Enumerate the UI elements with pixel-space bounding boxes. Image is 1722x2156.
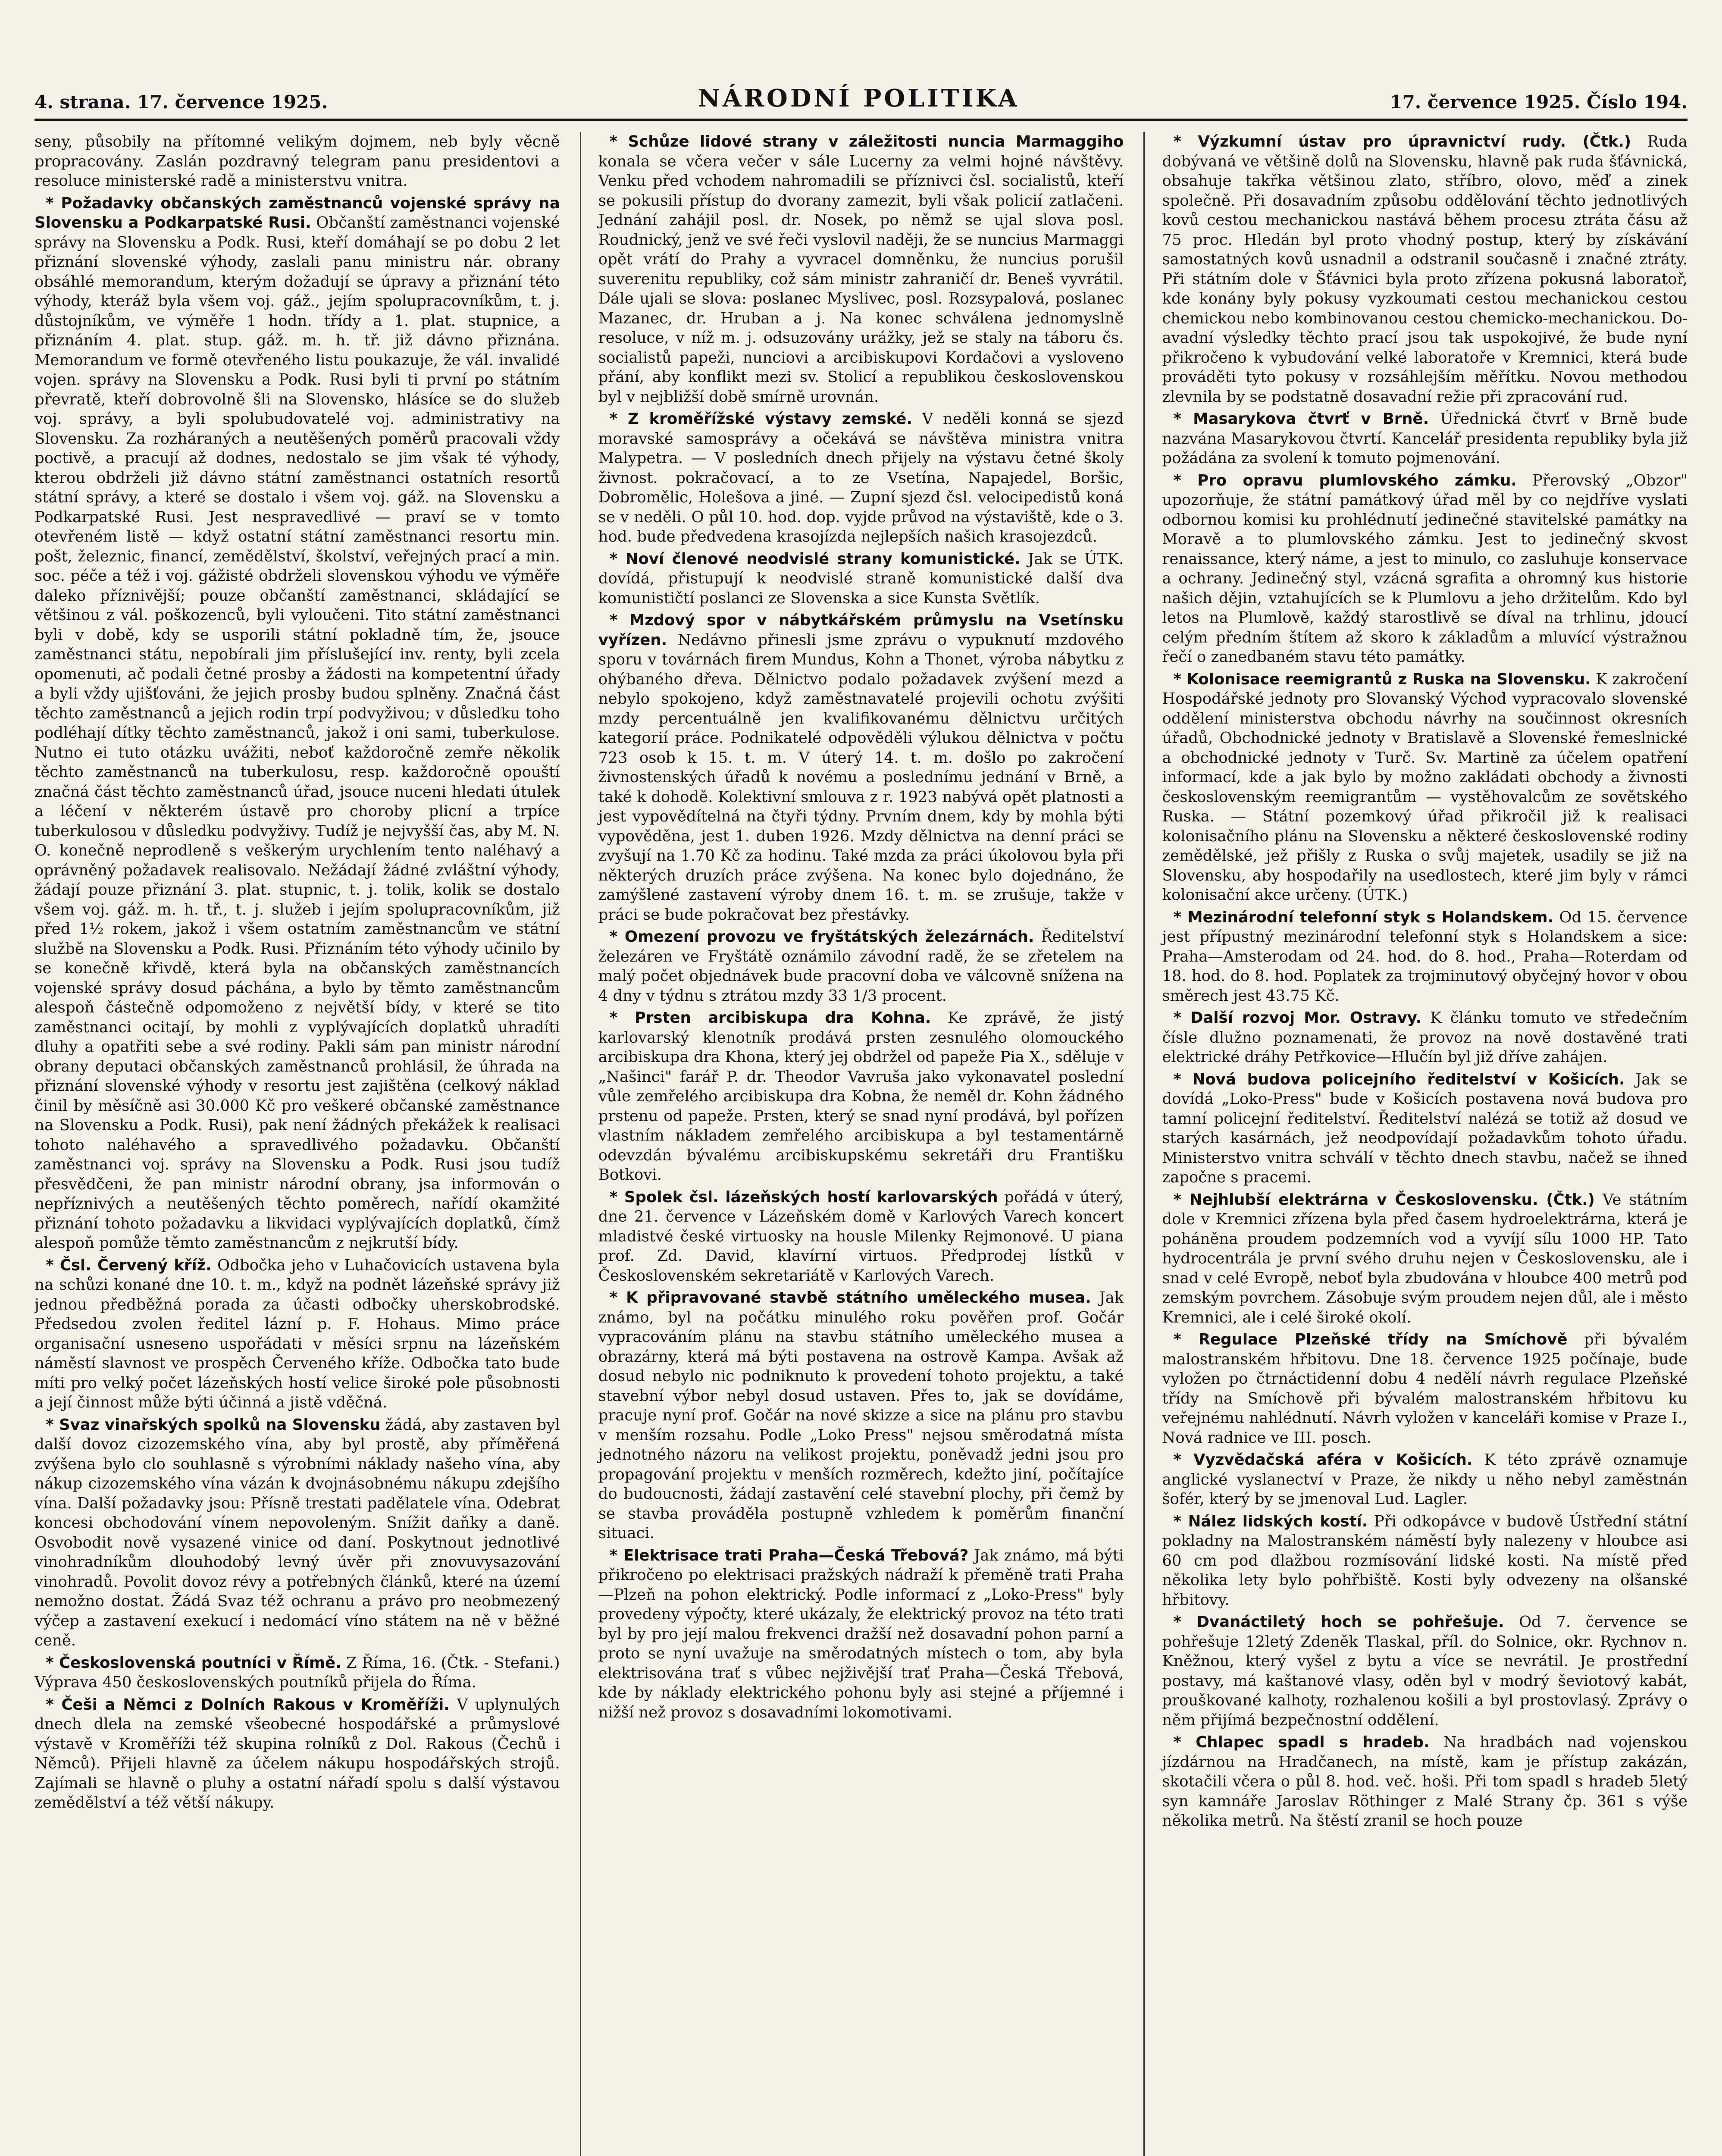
article-body: Ve státním dole v Kremnici zřízena byla před časem hydroelektrárna, která je poháněna proudem podzemních vod a vyvíjí sílu 1000 HP. Tato hydrocentrála je první svého druhu nejen v Československu, ale i snad v celé Evropě, neboť byla zbudována v hloubce 400 metrů pod zemským povrchem. Zásobuje svým proudem nejen důl, ale i město Kremnici, ale i celé široké okolí.: [1162, 1191, 1688, 1326]
article: [1162, 132, 1688, 407]
issue-date-number: 17. července 1925. Číslo 194.: [1390, 91, 1688, 113]
article-paragraph: [1162, 908, 1688, 1006]
article-paragraph: [1162, 132, 1688, 407]
article-body: seny, působily na přítomné velikým dojmem, neb byly věcně propracovány. Zaslán pozdravný telegram panu presidentovi a resoluce ministerské radě a ministerstvu vnitra.: [34, 133, 560, 190]
article-paragraph: [1162, 1512, 1688, 1610]
article: [598, 611, 1124, 924]
article-headline: * Výzkumní ústav pro úpravnictví rudy. (Čtk.): [1173, 133, 1631, 150]
article-body: Při odkopávce v budově Ústřední státní pokladny na Malostranském náměstí byly nalezeny v hloubce asi 60 cm pod dlažbou rozmísování lidské kosti. Na místě před několika lety bylo pohřbiště. Kosti byly odvezeny na olšanské hřbitovy.: [1162, 1512, 1688, 1609]
article: [1162, 1450, 1688, 1509]
article: [598, 409, 1124, 547]
article: [1162, 1512, 1688, 1610]
article-body: Jak známo, má býti přikročeno po elektrisaci pražských nádraží k přeměně trati Praha—Plzeň na pohon elektrický. Podle informací z „Loko-Press" byly provedeny výpočty, které ukázaly, že elektrický provoz na této trati byl by pro její malou frekvenci dražší než dosavadní pohon parní a proto se nyní uvažuje na směrodatných místech o tom, aby byla elektrisována trať s vůbec nejživější trať Praha—Česká Třebová, kde by náklady elektrického pohonu byly asi stejné a příjemné i nižší než provoz s dosavadními lokomotivami.: [598, 1546, 1124, 1721]
column-3: [1143, 132, 1688, 2156]
article-headline: * Československá poutníci v Římě.: [46, 1654, 341, 1672]
article-body: Jak známo, byl na počátku minulého roku pověřen prof. Gočár vypracováním plánu na stavbu státního uměleckého musea a obrazárny, která má býti postavena na ostrově Kampa. Avšak až dosud nebylo nic podniknuto k provedení tohoto projektu, a také stavební výbor nebyl dosud ustaven. Přes to, jak se dovídáme, pracuje nyní prof. Gočár na nové skizze a sice na plánu pro stavbu v menším rozsahu. Podle „Loko Press" nejsou směrodatná místa jednotného názoru na velikost projektu, poněvadž jedni jsou pro propagování projektu v menších rozměrech, kdežto jiní, počítajíce do budoucnosti, žádají zastavění celé stavební plochy, při čemž by se stavba prováděla postupně vzhledem k poměrům finanční situaci.: [598, 1289, 1124, 1542]
article: [34, 1695, 560, 1813]
article: [598, 1546, 1124, 1723]
article-body: Z Říma, 16. (Čtk. - Stefani.) Výprava 450 československých poutníků přijela do Říma.: [34, 1654, 560, 1691]
columns: [34, 132, 1688, 2156]
article: [1162, 1190, 1688, 1328]
article-body: žádá, aby zastaven byl další dovoz cizozemského vína, aby byl prostě, aby příměřená zvýšena bylo clo souhlasně s výrobními náklady našeho vína, aby nákup cizozemského vína vázán k dvojnásobnému nákupu zdejšího vína. Další požadavky jsou: Přísně trestati padělatele vína. Odebrat koncesi obchodování vínem nepovoleným. Snížit daňky a daně. Osvobodit nově vysazené vinice od daní. Poskytnout jednotlivé vinohradníkům dlouhodobý levný úvěr při znovuvysazování vinohradů. Povolit dovoz révy a potřebných článků, které na území nemožno dostat. Žádá Svaz též ochranu a právo pro neobmezený výčep a zastavení exekucí i nedomácí víno státem na ně v běžné ceně.: [34, 1416, 560, 1649]
article-headline: * Nejhlubší elektrárna v Československu. (Čtk.): [1173, 1191, 1595, 1209]
article-headline: * Požadavky občanských zaměstnanců vojenské správy na Slovensku a Podkarpatské Rusi.: [34, 194, 560, 232]
article: [1162, 471, 1688, 667]
article-headline: * Vyzvědačská aféra v Košicích.: [1173, 1451, 1472, 1469]
article-paragraph: [598, 409, 1124, 547]
article-paragraph: [598, 1546, 1124, 1723]
article-headline: * Chlapec spadl s hradeb.: [1173, 1733, 1429, 1751]
article-paragraph: [598, 927, 1124, 1006]
article: [598, 1008, 1124, 1185]
article-headline: * Kolonisace reemigrantů z Ruska na Slovensku.: [1173, 671, 1591, 688]
article-body: Odbočka jeho v Luhačovicích ustavena byla na schůzi konané dne 10. t. m., když na podnět lázeňské správy již jednou předběžná porada za účasti odbočky uherskobrodské. Předsedou zvolen ředitel lázní p. F. Hohaus. Mimo práce organisační usneseno uspořádati v měsíci srpnu na lázeňském náměstí slavnost ve prospěch Červeného kříže. Odbočka tato bude míti pro velký počet lázeňských hostí velice široké pole působnosti a její činnost může býti účinná a jistě vděčná.: [34, 1256, 560, 1411]
article-headline: * Čsl. Červený kříž.: [46, 1257, 212, 1274]
article-body: při bývalém malostranském hřbitovu. Dne 18. července 1925 počínaje, bude vyložen po čtrnáctidenní dobu 4 nedělí návrh regulace Plzeňské třídy na Smíchově při bývalém malostranském hřbitovu ku veřejnému nahlédnutí. Návrh vyložen v kanceláři komise v Praze I., Nová radnice ve III. posch.: [1162, 1331, 1688, 1447]
article-body: K zakročení Hospodářské jednoty pro Slovanský Východ vypracovalo slovenské oddělení ministerstva obchodu návrhy na součinnost okresních úřadů, Obchodnické jednoty v Bratislavě a Slovenské řemeslnické a obchodnické jednoty v Turč. Sv. Martině za účelem opatření informací, kde a jak bylo by možno zakládati obchody a živnosti československým reemigrantům — vystěhovalcům ze sovětského Ruska. — Státní pozemkový úřad přikročil již k realisaci kolonisačního plánu na Slovensku a některé československé rodiny zemědělské, jež přišly z Ruska o svůj majetek, usadily se již na Slovensku, aby hospodařily na usedlostech, které jim byly v rámci kolonisační akce určeny. (ÚTK.): [1162, 670, 1688, 904]
article-body: K této zprávě oznamuje anglické vyslanectví v Praze, že nikdy u něho nebyl zaměstnán šofér, který by se jmenoval Lud. Lagler.: [1162, 1451, 1688, 1508]
article-body: Na hradbách nad vojenskou jízdárnou na Hradčanech, na místě, kam je přístup zakázán, skotačili včera o půl 8. hod. več. hoši. Při tom spadl s hradeb 5letý syn kamnáře Jaroslav Röthinger z Malé Strany čp. 361 s výše několika metrů. Na štěstí zranil se hoch pouze: [1162, 1733, 1688, 1830]
article: [598, 927, 1124, 1006]
column-1: [34, 132, 560, 2156]
article-headline: * Mzdový spor v nábytkářském průmyslu na Vsetínsku vyřízen.: [598, 611, 1124, 649]
article: [34, 132, 560, 191]
article-paragraph: [1162, 1008, 1688, 1067]
article-body: K článku tomuto ve středečním čísle dlužno poznamenati, že provoz na nově dostavěné trati elektrické dráhy Petřkovice—Hlučín byl již dříve zahájen.: [1162, 1009, 1688, 1066]
article: [1162, 1612, 1688, 1730]
article-paragraph: [598, 132, 1124, 407]
article: [1162, 1330, 1688, 1448]
article: [1162, 670, 1688, 905]
article-paragraph: [34, 132, 560, 191]
article-body: Jak se ÚTK. dovídá, přistupují k neodvislé straně komunistické další dva komunističtí poslanci ze Slovenska a sice Kunsta Světlík.: [598, 550, 1124, 607]
article-headline: * Další rozvoj Mor. Ostravy.: [1173, 1009, 1421, 1027]
article-headline: * Elektrisace trati Praha—Česká Třebová?: [610, 1547, 969, 1564]
article-headline: * Nová budova policejního ředitelství v Košicích.: [1173, 1071, 1625, 1088]
article-paragraph: [34, 1415, 560, 1651]
article-body: pořádá v úterý, dne 21. července v Lázeňském domě v Karlových Varech koncert mladistvé české virtuosky na housle Milenky Rejmonové. U piana prof. Zd. David, klavírní virtuos. Předprodej lístků v Československém sekretariátě v Karlových Varech.: [598, 1188, 1124, 1285]
article-headline: * Pro opravu plumlovského zámku.: [1173, 472, 1517, 489]
article: [598, 1288, 1124, 1543]
article-paragraph: [1162, 1190, 1688, 1328]
article-headline: * Z kroměřížské výstavy zemské.: [610, 410, 912, 428]
article-headline: * Nález lidských kostí.: [1173, 1513, 1368, 1530]
article: [598, 1188, 1124, 1286]
article: [1162, 908, 1688, 1006]
article-paragraph: [1162, 1733, 1688, 1831]
article-paragraph: [34, 1695, 560, 1813]
article-body: Od 7. července se pohřešuje 12letý Zdeněk Tlaskal, příl. do Solnice, okr. Rychnov n. Kněžnou, který vyšel z bytu a více se nevrátil. Je prostřední postavy, má kaštanové vlasy, oděn byl v modrý ševiotový kabát, prouškované kalhoty, rozhalenou košili a byl prostovlasý. Zprávy o něm přijímá bezpečnostní oddělení.: [1162, 1613, 1688, 1729]
article-paragraph: [34, 1256, 560, 1413]
article-body: Nedávno přinesli jsme zprávu o vypuknutí mzdového sporu v továrnách firem Mundus, Kohn a Thonet, výroba nábytku z ohýbaného dřeva. Dělnictvo podalo požadavek zvýšení mezd a nebylo spokojeno, když zaměstnavatelé projevili ochotu zvýšiti mzdy percentuálně jen kvalifikovanému dělnictvu určitých kategorií práce. Podnikatelé odpověděli výlukou dělnictva v počtu 723 osob k 15. t. m. V úterý 14. t. m. došlo po zakročení živnostenských úřadů k novému a poslednímu jednání v Brně, a také k dohodě. Kolektivní smlouva z r. 1923 nabývá opět platnosti a jest vypovědítelná na čtyři týdny. Prvním dnem, kdy by mohla býti vypověděna, jest 1. duben 1926. Mzdy dělnictva na denní práci se zvyšují na 1.70 Kč za hodinu. Také mzda za práci úkolovou byla při některých druzích práce zvýšena. Na konec bylo dojednáno, že zamýšlené zastavení výroby dnem 16. t. m. se zrušuje, takže v práci se bude pokračovat bez přestávky.: [598, 631, 1124, 924]
article-paragraph: [598, 1288, 1124, 1543]
article-headline: * Prsten arcibiskupa dra Kohna.: [610, 1009, 931, 1027]
article-headline: * Schůze lidové strany v záležitosti nuncia Marmaggiho: [610, 133, 1124, 150]
article-body: Ředitelství železáren ve Fryštátě oznámilo závodní radě, že se zřetelem na malý počet objednávek bude pracovní doba ve válcovně snížena na 4 dny v týdnu s ztrátou mzdy 33 1/3 procent.: [598, 928, 1124, 1005]
article: [34, 1653, 560, 1692]
article-paragraph: [1162, 1330, 1688, 1448]
article-headline: * Spolek čsl. lázeňských hostí karlovarských: [610, 1188, 998, 1206]
article-paragraph: [34, 1653, 560, 1692]
article-body: Úřednická čtvrť v Brně bude nazvána Masarykovou čtvrtí. Kancelář presidenta republiky byla již požádána za svolení k tomuto pojmenování.: [1162, 410, 1688, 467]
article-body: konala se včera večer v sále Lucerny za velmi hojné návštěvy. Venku před vchodem nahromadili se příznivci čsl. socialistů, kteří se pokusili přístup do dvorany zamezit, byli však policií zatlačeni. Jednání zahájil posl. dr. Nosek, po němž se ujal slova posl. Roudnický, jenž ve své řeči vyslovil naději, že se nuncius Marmaggi opět vrátí do Prahy a vyvracel domněnku, že nuncius porušil suverenitu republiky, což sám ministr zahraničí dr. Beneš vyvrátil. Dále ujali se slova: poslanec Myslivec, posl. Rozsypalová, poslanec Mazanec, dr. Hruban a j. Na konec schválena jednomyslně resoluce, v níž m. j. odsuzovány urážky, jež se staly na táboru čs. socialistů papeži, nunciovi a arcibiskupovi Kordačovi a vysloveno přání, aby konflikt mezi sv. Stolicí a republikou československou byl v nejbližší době smírně urovnán.: [598, 152, 1124, 406]
article-body: Od 15. července jest přípustný mezinárodní telefonní styk s Holandskem a sice: Praha—Amsterodam od 24. hod. do 8. hod., Praha—Roterdam od 18. hod. do 8. hod. Poplatek za trojminutový obyčejný hovor v obou směrech jest 43.75 Kč.: [1162, 908, 1688, 1005]
article-headline: * Dvanáctiletý hoch se pohřešuje.: [1173, 1613, 1504, 1631]
article-paragraph: [1162, 670, 1688, 905]
article-paragraph: [34, 194, 560, 1253]
article-paragraph: [1162, 1450, 1688, 1509]
article-paragraph: [1162, 409, 1688, 468]
article-paragraph: [1162, 471, 1688, 667]
article-headline: * Masarykova čtvrť v Brně.: [1173, 410, 1429, 428]
article-body: V uplynulých dnech dlela na zemské všeobecné hospodářské a průmyslové výstavě v Kroměříži též skupina rolníků z Dol. Rakous (Čechů i Němců). Přijeli hlavně za účelem nákupu hospodářských strojů. Zajímali se hlavně o pluhy a ostatní nářadí spolu s další výstavou zemědělství a též větší nákupy.: [34, 1695, 560, 1811]
article-headline: * Svaz vinařských spolků na Slovensku: [46, 1416, 380, 1434]
article-headline: * Omezení provozu ve fryštátských železárnách.: [610, 928, 1034, 946]
article-body: Občanští zaměstnanci vojenské správy na Slovensku a Podk. Rusi, kteří domáhají se po dobu 2 let přiznání slovenské výhody, zaslali panu ministru nár. obrany obsáhlé memorandum, kterým dožadují se úpravy a přiznání této výhody, kteráž byla všem voj. gáž., jejím spolupracovníkům, t. j. důstojníkům, ve výměře 1 hodn. třídy a 1. plat. stupnice, a přiznáním 4. plat. stup. gáž. m. h. tř. již dávno přiznána. Memorandum ve formě otevřeného listu poukazuje, že vál. invalidé vojen. správy na Slovensku a Podk. Rusi byli ti první po státním převratě, kteří dobrovolně šli na Slovensko, hlásíce se do služeb voj. správy, a byli spolubudovatelé voj. administrativy na Slovensku. Za rozháraných a neutěšených poměrů pracovali vždy poctivě, a pracují až dodnes, nedostalo se jim však té výhody, kterou obdrželi již dávno státní zaměstnanci ostatních resortů státní správy, a které se dostalo i všem voj. gáž. na Slovensku a Podkarpatské Rusi. Jest nespravedlivé — praví se v tomto otevřeném listě — když ostatní státní zaměstnanci resortu min. pošt, železnic, financí, zemědělství, školství, veřejných prací a min. soc. péče a též i voj. gážisté obdrželi slovenskou výhodu ve výměře daleko příznivější; pouze občanští zaměstnanci, skládající se většinou z vál. poškozenců, byli vyloučeni. Tito státní zaměstnanci byli v době, kdy se usporili státní pokladně tím, že, jsouce zaměstnanci státu, nepobírali jim příslušející inv. renty, byli zcela opomenuti, ač podali četné prosby a žádosti na kompetentní úřady a byli vždy ujišťováni, že jejich prosby budou splněny. Značná část těchto zaměstnanců a jejich rodin trpí podvyživou; v důsledku toho podléhají dítky těchto zaměstnanců, jakož i oni sami, tuberkulose. Nutno ei tuto otázku uvážiti, neboť každoročně zemře několik těchto zaměstnanců na tuberkulosu, resp. každoročně opouští značná část těchto zaměstnanců úřad, jsouce nuceni hledati útulek a léčení v některém ústavě pro choroby plicní a trpíce tuberkulosou v důsledku podvyživy. Tudíž je nejvyšší čas, aby M. N. O. konečně neprodleně s veškerým urychlením tento naléhavý a oprávněný požadavek realisovalo. Nežádají žádné zvláštní výhody, žádají pouze přiznání 3. plat. stupnic, t. j. tolik, kolik se dostalo všem voj. gáž. m. h. tř., t. j. služeb i jejím spolupracovníkům, již před 1½ rokem, jakož i všem ostatním zaměstnancům ve státní službě na Slovensku a Podk. Rusi. Přiznáním této výhody učinilo by se konečně křivdě, která byla na občanských zaměstnancích vojenské správy dosud páchána, a bylo by těmto zaměstnancům alespoň částečně odpomoženo z největší bídy, v které se tito zaměstnanci ocitají, by mohli z vyplývajících doplatků uhradíti dluhy a opatřiti sebe a své rodiny. Pakli sám pan ministr národní obrany deputaci občanských zaměstnanců prohlásil, že úhrada na přiznání slovenské výhody v resortu jest zajištěna (celkový náklad činil by měsíčně asi 30.000 Kč pro veškeré občanské zaměstnance na Slovensku a Podk. Rusi), pak není žádných překážek k realisaci tohoto naléhavého a spravedlivého požadavku. Občanští zaměstnanci voj. správy na Slovensku a Podk. Rusi jsou tudíž přesvědčeni, že pan ministr národní obrany, jsa informován o nepříznivých a neutěšených těchto poměrech, nařídí okamžité přiznání tohoto požadavku a likvidaci vyplývajících doplatků, čímž alespoň pomůže těmto zaměstnancům z nejkrutší bídy.: [34, 214, 560, 1252]
article-body: Přerovský „Obzor" upozorňuje, že státní památkový úřad měl by co nejdříve vyslati odbornou komisi ku prohlédnutí jedinečné stavitelské památky na Moravě a to plumlovského zámku. Jest to jedinečný skvost renaissance, který náme, a jest to minulo, co zasluhuje konservace a ochrany. Jedinečný styl, vzácná sgrafita a ohromný kus historie našich dějin, vztahujících se k Plumlovu a jeho držitelům. Kdo byl letos na Plumlově, každý starostlivě se díval na trhlinu, jdoucí celým předním štítem až skoro k základům a mluvící výstražnou řečí o zanedbaném stavu této památky.: [1162, 471, 1688, 666]
article-paragraph: [598, 611, 1124, 924]
article: [1162, 1070, 1688, 1188]
article-paragraph: [1162, 1612, 1688, 1730]
article-body: V neděli konná se sjezd moravské samosprávy a očekává se návštěva ministra vnitra Malypetra. — V posledních dnech přijely na výstavu četné školy živnost. pokračovací, a to ze Vsetína, Napajedel, Boršic, Dobromělic, Holešova a jiné. — Zupní sjezd čsl. velocipedistů koná se v neděli. O půl 10. hod. dop. vyjde průvod na výstaviště, kde o 3. hod. bude předvedena krasojízda nejlepších našich krasojezdců.: [598, 410, 1124, 545]
article-paragraph: [598, 1008, 1124, 1185]
article-paragraph: [598, 549, 1124, 608]
article: [34, 1415, 560, 1651]
article-paragraph: [1162, 1070, 1688, 1188]
article-headline: * Regulace Plzeňské třídy na Smíchově: [1173, 1331, 1567, 1348]
article: [598, 549, 1124, 608]
article: [1162, 409, 1688, 468]
masthead: [34, 82, 1688, 121]
article: [1162, 1008, 1688, 1067]
article: [34, 1256, 560, 1413]
newspaper-title: NÁRODNÍ POLITIKA: [698, 84, 1020, 113]
article-paragraph: [598, 1188, 1124, 1286]
article-headline: * Mezinárodní telefonní styk s Holandskem.: [1173, 909, 1553, 926]
article-body: Ke zprávě, že jistý karlovarský klenotník prodává prsten zesnulého olomouckého arcibiskupa dra Khona, který jej obdržel od papeže Pia X., sděluje v „Našinci" farář P. dr. Theodor Vavruša jako vykonavatel poslední vůle zemřelého arcibiskupa dra Kobna, že neměl dr. Kohn žádného prstenu od papeže. Prsten, který se snad nyní prodává, byl pořízen vlastním nákladem zemřelého arcibiskupa a byl testamentárně odevzdán bývalému arcibiskupskému sekretáři dru Františku Botkovi.: [598, 1009, 1124, 1184]
article: [34, 194, 560, 1253]
article-headline: * Češi a Němci z Dolních Rakous v Kroměříži.: [46, 1696, 450, 1714]
column-2: [580, 132, 1124, 2156]
article-body: Ruda dobývaná ve většině dolů na Slovensku, hlavně pak ruda šťávnická, obsahuje takřka většinou zlato, stříbro, olovo, měď a zinek společně. Při dosavadním způsobu oddělování těchto jednotlivých kovů cestou mechanickou nastává během procesu ztráta čásu až 75 proc. Hledán byl proto vhodný postup, který by získávání samostatných kovů usnadnil a odstranil současně i značné ztráty. Při státním dole v Šťávnici byla proto zřízena pokusná laboratoř, kde konány byly pokusy vyzkoumati cestou mechanickou cestou chemickou nebo kombinovanou cestou chemicko-mechanickou. Do-avadní výsledky těchto prací jsou tak uspokojivé, že bude nyní přikročeno k vybudování velké laboratoře v Kremnici, která bude prováděti tyto pokusy v rozsáhlejším měřítku. Novou methodou zlevnila by se podstatně dosavadní režie při zpracování rud.: [1162, 133, 1688, 406]
article: [598, 132, 1124, 407]
article-headline: * K připravované stavbě státního uměleckého musea.: [610, 1289, 1091, 1307]
article-body: Jak se dovídá „Loko-Press" bude v Košicích postavena nová budova pro tamní policejní ředitelství. Ředitelství nalézá se totiž až dosud ve starých kasárnách, jež neodpovídají požadavkům tohoto úřadu. Ministerstvo vnitra schválí v těchto dnech stavbu, načež se ihned započne s pracemi.: [1162, 1070, 1688, 1186]
article-headline: * Noví členové neodvislé strany komunistické.: [610, 550, 1021, 568]
article: [1162, 1733, 1688, 1831]
page-number-date: 4. strana. 17. července 1925.: [34, 91, 328, 113]
